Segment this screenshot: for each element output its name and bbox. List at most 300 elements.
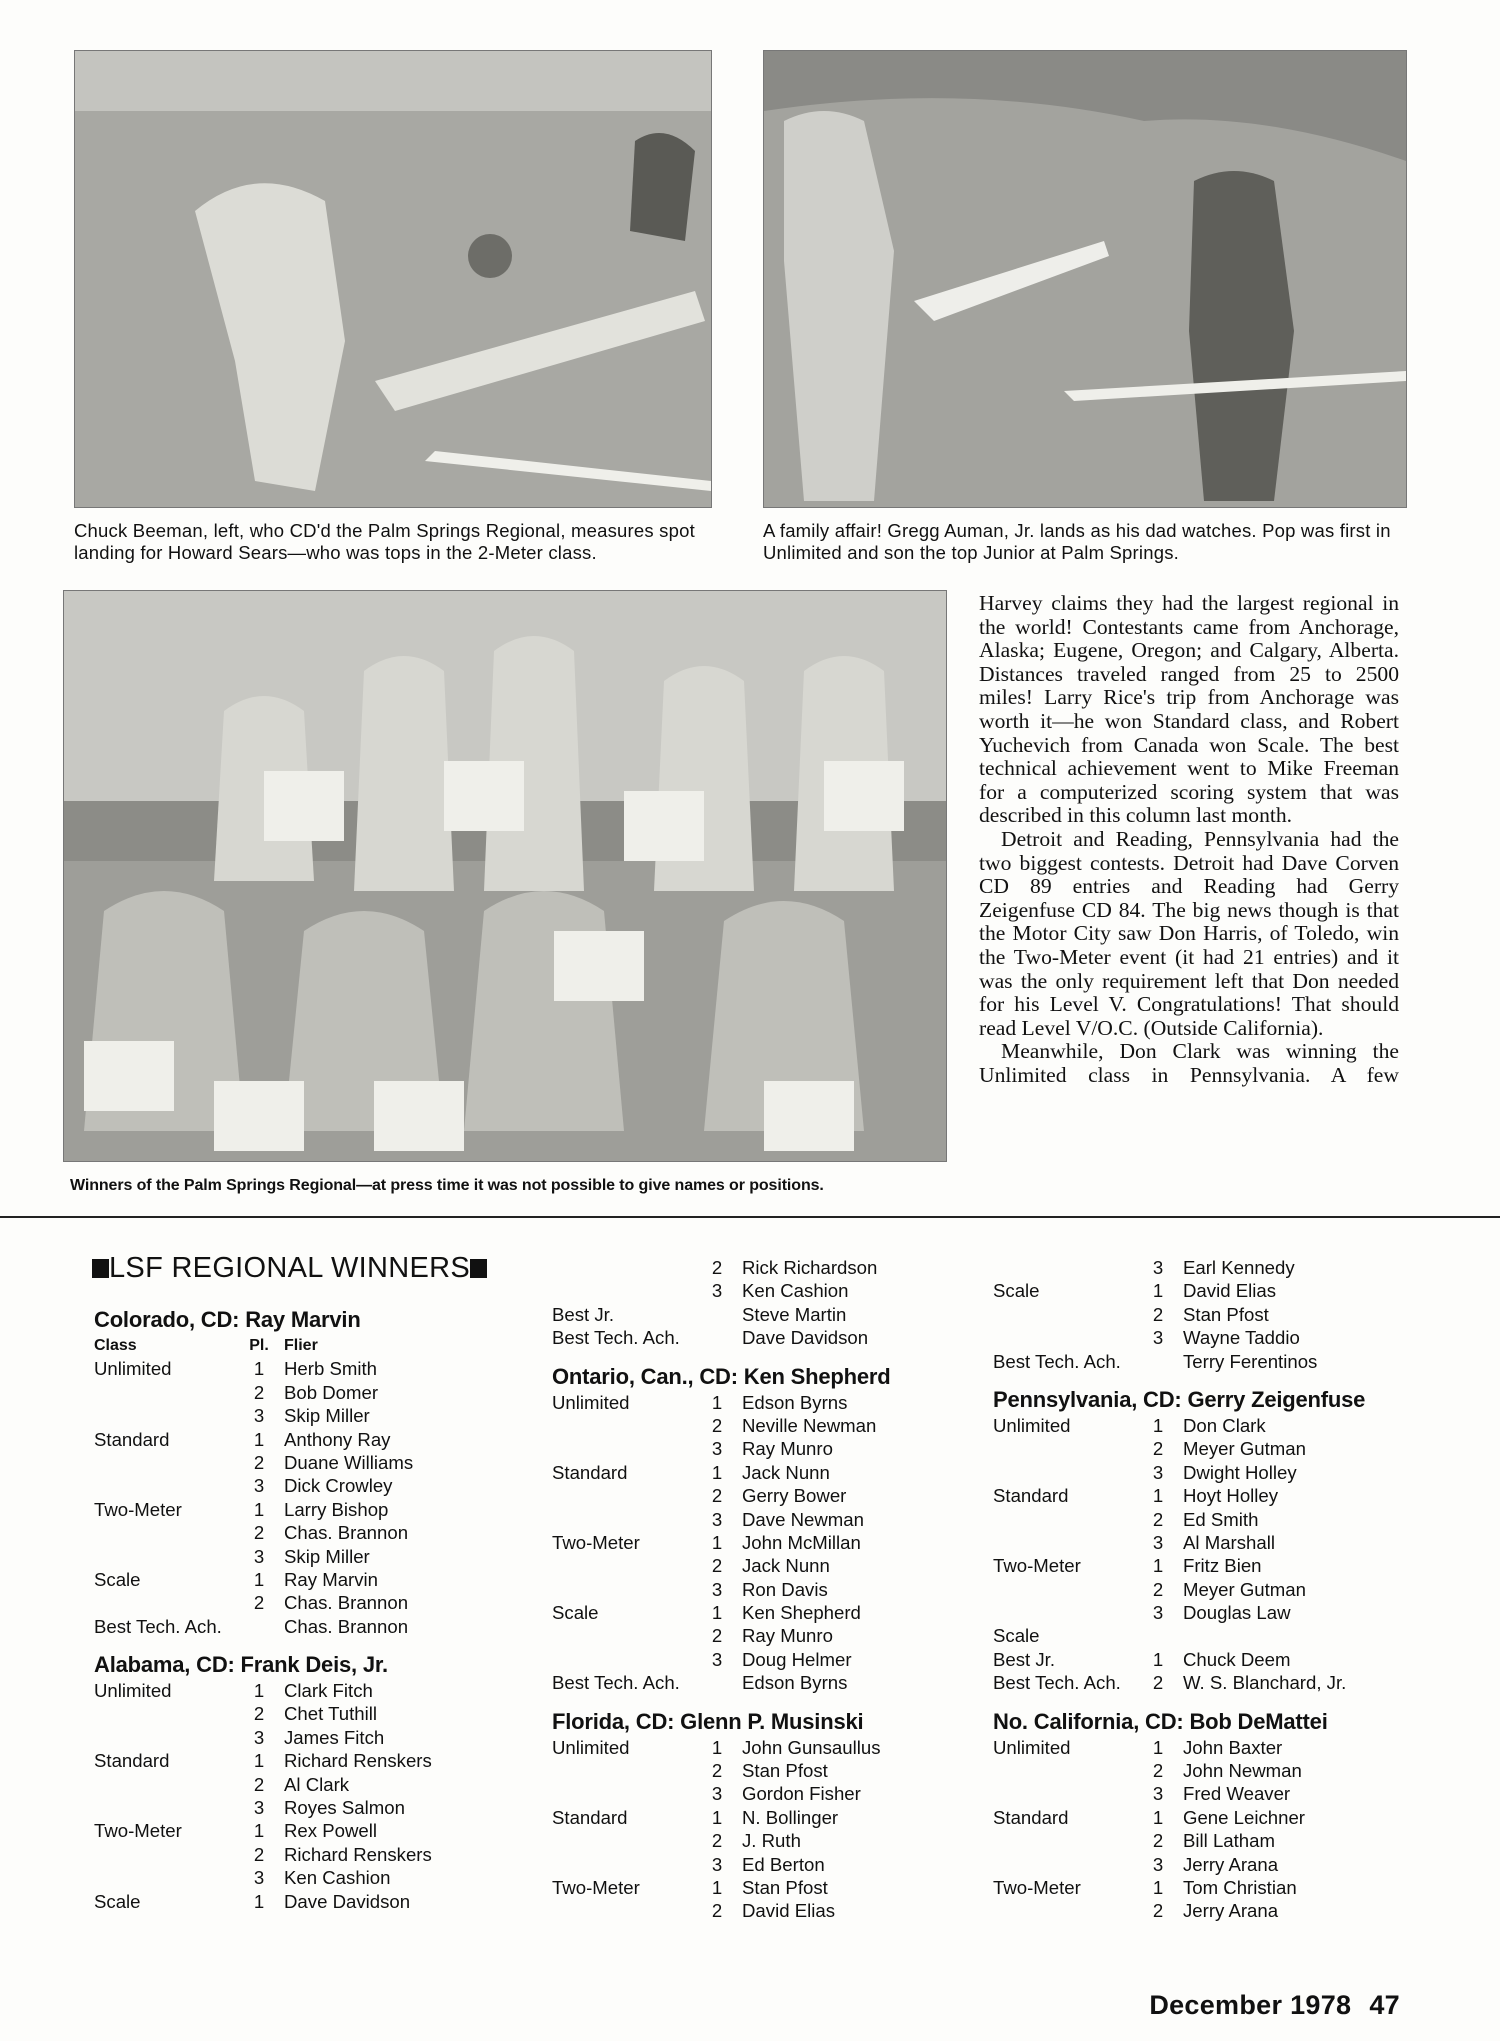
header-class: Class (94, 1337, 137, 1354)
table-row (993, 1671, 1413, 1694)
table-row (94, 1749, 474, 1772)
table-row (993, 1829, 1413, 1852)
place-cell: 3 (711, 1280, 723, 1302)
table-row (94, 1819, 474, 1842)
flier-cell: Ken Cashion (742, 1280, 849, 1302)
place-cell: 2 (253, 1773, 265, 1795)
class-cell: Unlimited (993, 1414, 1071, 1436)
photo-caption-3: Winners of the Palm Springs Regional—at press time it was not possible to give names or positions. (70, 1177, 824, 1194)
flier-cell: Neville Newman (742, 1414, 877, 1436)
table-row (552, 1279, 952, 1302)
place-cell: 3 (253, 1797, 265, 1819)
region-title: Colorado, CD: Ray Marvin (94, 1307, 361, 1332)
class-cell (94, 1474, 242, 1497)
region-section (94, 1307, 474, 1638)
table-row (94, 1773, 474, 1796)
photo-caption-1: Chuck Beeman, left, who CD'd the Palm Springs Regional, measures spot landing for Howard Sears—who was tops in the 2-Meter class. (74, 520, 695, 563)
table-row (552, 1759, 952, 1782)
place-cell: 2 (1152, 1303, 1164, 1325)
place-cell: 2 (711, 1900, 723, 1922)
table-row (94, 1796, 474, 1819)
class-cell: Best Jr. (993, 1648, 1055, 1670)
table-row (552, 1899, 952, 1922)
flier-cell: Clark Fitch (284, 1680, 373, 1702)
table-row (993, 1303, 1413, 1326)
table-row (993, 1853, 1413, 1876)
class-cell (552, 1578, 700, 1601)
place-cell: 2 (711, 1414, 723, 1436)
flier-cell: Richard Renskers (284, 1750, 432, 1772)
flier-cell: Gerry Bower (742, 1485, 847, 1507)
place-cell: 3 (711, 1578, 723, 1600)
table-row (993, 1624, 1413, 1647)
place-cell: 2 (1152, 1830, 1164, 1852)
place-cell (700, 1303, 734, 1326)
place-cell: 1 (253, 1890, 265, 1912)
class-cell (552, 1853, 700, 1876)
class-cell (993, 1508, 1141, 1531)
flier-cell: Stan Pfost (1183, 1303, 1269, 1325)
place-cell: 2 (1152, 1672, 1164, 1694)
table-row (94, 1866, 474, 1889)
class-cell: Unlimited (993, 1736, 1071, 1758)
class-cell: Standard (993, 1806, 1069, 1828)
table-row (94, 1498, 474, 1521)
place-cell: 2 (711, 1830, 723, 1852)
place-cell: 1 (1152, 1806, 1164, 1828)
place-cell: 3 (1152, 1257, 1164, 1278)
place-cell: 2 (711, 1485, 723, 1507)
region-title: Florida, CD: Glenn P. Musinski (552, 1708, 864, 1734)
place-cell: 2 (253, 1522, 265, 1544)
place-cell (1141, 1624, 1175, 1647)
class-cell (993, 1759, 1141, 1782)
class-cell: Best Tech. Ach. (94, 1615, 222, 1637)
place-cell: 1 (253, 1820, 265, 1842)
article-paragraph: Harvey claims they had the largest regional in the world! Contestants came from Anchorage, Alaska; Eugene, Oregon; and Calgary, Alberta. Distances traveled ranged from 25 to 2500 miles! Larry Rice's trip from Anchorage was worth it—he won Standard class, and Robert Yuchevich from Canada won Scale. The best technical achievement went to Mike Freeman for a computerized scoring system that was described in this column last month. (979, 591, 1399, 828)
place-cell: 1 (253, 1428, 265, 1450)
flier-cell: Terry Ferentinos (1183, 1350, 1318, 1372)
place-cell: 1 (1152, 1414, 1164, 1436)
place-cell: 3 (1152, 1783, 1164, 1805)
class-cell (552, 1624, 700, 1647)
flier-cell: J. Ruth (742, 1830, 801, 1852)
page-number: 47 (1369, 1990, 1400, 2020)
table-row (94, 1381, 474, 1404)
class-cell: Standard (552, 1461, 628, 1483)
class-cell (552, 1508, 700, 1531)
table-row (552, 1508, 952, 1531)
table-row (552, 1736, 952, 1759)
place-cell: 1 (711, 1876, 723, 1898)
class-cell (993, 1461, 1141, 1484)
article-body (979, 592, 1399, 1087)
place-cell: 1 (253, 1568, 265, 1590)
table-row (94, 1404, 474, 1427)
place-cell: 1 (1152, 1648, 1164, 1670)
table-row (94, 1451, 474, 1474)
place-cell: 2 (1152, 1900, 1164, 1922)
place-cell: 1 (711, 1602, 723, 1624)
header-flier: Flier (284, 1337, 318, 1354)
flier-cell: Ray Marvin (284, 1568, 379, 1590)
article-paragraph: Detroit and Reading, Pennsylvania had the two biggest contests. Detroit had Dave Corven CD 89 entries and Reading had Gerry Zeigenfuse CD 84. The big news though is that the Motor City saw Don Harris, of Toledo, win the Two-Meter event (it had 21 entries) and it was the only requirement left that Don needed for his Level V. Congratulations! That should read Level V/O.C. (Outside California). (979, 826, 1399, 1040)
place-cell: 2 (253, 1843, 265, 1865)
flier-cell: Chet Tuthill (284, 1703, 378, 1725)
class-cell: Scale (94, 1890, 141, 1912)
column-sections (94, 1307, 474, 1913)
flier-cell: Duane Williams (284, 1451, 414, 1473)
class-cell (993, 1829, 1141, 1852)
flier-cell: Royes Salmon (284, 1797, 405, 1819)
table-row (94, 1702, 474, 1725)
flier-cell: Ed Berton (742, 1853, 825, 1875)
flier-cell: Skip Miller (284, 1405, 370, 1427)
table-row (993, 1508, 1413, 1531)
table-row (993, 1461, 1413, 1484)
table-row (993, 1484, 1413, 1507)
class-cell (94, 1381, 242, 1404)
page-footer (1149, 1990, 1400, 2021)
place-cell: 3 (253, 1545, 265, 1567)
place-cell: 3 (711, 1438, 723, 1460)
box-title-text: LSF REGIONAL WINNERS (109, 1252, 471, 1284)
square-bullet-icon (92, 1259, 109, 1278)
class-cell: Unlimited (94, 1358, 172, 1380)
place-cell: 3 (711, 1648, 723, 1670)
class-cell: Two-Meter (552, 1876, 640, 1898)
table-row (552, 1853, 952, 1876)
flier-cell: Dave Newman (742, 1508, 864, 1530)
region-section (552, 1709, 952, 1923)
class-cell (552, 1279, 700, 1302)
class-cell (993, 1303, 1141, 1326)
flier-cell: Jack Nunn (742, 1555, 830, 1577)
photo-family-affair (763, 50, 1407, 508)
table-row (552, 1256, 952, 1279)
table-row (993, 1531, 1413, 1554)
header-place: Pl. (249, 1337, 269, 1354)
class-cell: Best Tech. Ach. (993, 1672, 1121, 1694)
flier-cell: Stan Pfost (742, 1876, 828, 1898)
flier-cell: Hoyt Holley (1183, 1485, 1279, 1507)
place-cell: 2 (253, 1592, 265, 1614)
table-row (94, 1357, 474, 1380)
table-row (993, 1350, 1413, 1373)
place-cell: 2 (711, 1257, 723, 1278)
flier-cell: Herb Smith (284, 1358, 377, 1380)
table-row (552, 1391, 952, 1414)
flier-cell: Dave Davidson (284, 1890, 411, 1912)
flier-cell: Ron Davis (742, 1578, 828, 1600)
flier-cell: Bill Latham (1183, 1830, 1275, 1852)
class-cell: Two-Meter (94, 1820, 182, 1842)
flier-cell: Meyer Gutman (1183, 1578, 1306, 1600)
class-cell (552, 1648, 700, 1671)
column-sections (552, 1256, 952, 1923)
flier-cell: Wayne Taddio (1183, 1327, 1300, 1349)
region-section (552, 1364, 952, 1695)
flier-cell: Ray Munro (742, 1438, 833, 1460)
flier-cell: Anthony Ray (284, 1428, 391, 1450)
place-cell: 3 (711, 1853, 723, 1875)
flier-cell: David Elias (1183, 1280, 1277, 1302)
class-cell: Two-Meter (993, 1555, 1081, 1577)
place-cell: 3 (253, 1475, 265, 1497)
flier-cell: Ray Munro (742, 1625, 833, 1647)
article-paragraph: Meanwhile, Don Clark was winning the Unlimited class in Pennsylvania. A few (979, 1039, 1399, 1087)
class-cell (94, 1521, 242, 1544)
flier-cell: Don Clark (1183, 1414, 1266, 1436)
table-row (552, 1461, 952, 1484)
flier-cell: Douglas Law (1183, 1602, 1291, 1624)
place-cell (700, 1671, 734, 1694)
flier-cell: Gordon Fisher (742, 1783, 861, 1805)
place-cell: 1 (253, 1498, 265, 1520)
flier-cell: Jerry Arana (1183, 1853, 1279, 1875)
place-cell: 1 (1152, 1736, 1164, 1758)
table-row (94, 1521, 474, 1544)
class-cell: Scale (94, 1568, 141, 1590)
place-cell: 1 (253, 1750, 265, 1772)
table-row (993, 1578, 1413, 1601)
table-row (993, 1782, 1413, 1805)
place-cell: 1 (711, 1806, 723, 1828)
class-cell (993, 1437, 1141, 1460)
flier-cell: Stan Pfost (742, 1760, 828, 1782)
table-row (993, 1256, 1413, 1279)
class-cell: Standard (94, 1750, 170, 1772)
flier-cell: Richard Renskers (284, 1843, 432, 1865)
table-row (993, 1414, 1413, 1437)
table-row (94, 1568, 474, 1591)
class-cell: Unlimited (94, 1680, 172, 1702)
flier-cell: Edson Byrns (742, 1391, 848, 1413)
class-cell: Best Jr. (552, 1303, 614, 1325)
class-cell (993, 1601, 1141, 1624)
table-row (552, 1829, 952, 1852)
table-row (993, 1759, 1413, 1782)
class-cell (993, 1256, 1141, 1279)
class-cell: Unlimited (552, 1391, 630, 1413)
table-row (552, 1876, 952, 1899)
place-cell: 2 (711, 1555, 723, 1577)
flier-cell: Earl Kennedy (1183, 1257, 1295, 1278)
class-cell: Best Tech. Ach. (552, 1327, 680, 1349)
table-row (552, 1782, 952, 1805)
place-cell: 1 (1152, 1876, 1164, 1898)
place-cell: 2 (253, 1381, 265, 1403)
table-row (94, 1428, 474, 1451)
class-cell: Two-Meter (552, 1531, 640, 1553)
class-cell: Two-Meter (94, 1498, 182, 1520)
class-cell (552, 1759, 700, 1782)
place-cell: 3 (711, 1783, 723, 1805)
place-cell: 3 (1152, 1461, 1164, 1483)
class-cell (94, 1702, 242, 1725)
column-sections (993, 1256, 1413, 1923)
table-header (94, 1334, 474, 1357)
flier-cell: Meyer Gutman (1183, 1438, 1306, 1460)
flier-cell: Larry Bishop (284, 1498, 389, 1520)
table-row (552, 1554, 952, 1577)
region-section (94, 1652, 474, 1913)
table-row (993, 1554, 1413, 1577)
table-row (993, 1326, 1413, 1349)
flier-cell: Steve Martin (742, 1303, 847, 1325)
flier-cell: Dave Davidson (742, 1327, 869, 1349)
table-row (993, 1876, 1413, 1899)
place-cell: 1 (1152, 1280, 1164, 1302)
table-row (993, 1736, 1413, 1759)
place-cell: 1 (253, 1358, 265, 1380)
class-cell (552, 1899, 700, 1922)
table-row (94, 1679, 474, 1702)
flier-cell: John Baxter (1183, 1736, 1283, 1758)
place-cell: 3 (1152, 1853, 1164, 1875)
table-row (94, 1545, 474, 1568)
region-section (552, 1256, 952, 1350)
table-row (94, 1843, 474, 1866)
table-row (993, 1648, 1413, 1671)
class-cell: Standard (993, 1485, 1069, 1507)
table-row (552, 1578, 952, 1601)
table-row (552, 1648, 952, 1671)
issue-date: December 1978 (1149, 1990, 1352, 2020)
square-bullet-icon (470, 1259, 487, 1278)
region-title: No. California, CD: Bob DeMattei (993, 1708, 1328, 1734)
table-row (94, 1726, 474, 1749)
place-cell: 2 (253, 1451, 265, 1473)
region-title: Pennsylvania, CD: Gerry Zeigenfuse (993, 1386, 1366, 1412)
place-cell: 1 (253, 1680, 265, 1702)
table-row (552, 1414, 952, 1437)
place-cell: 2 (1152, 1508, 1164, 1530)
table-row (552, 1806, 952, 1829)
class-cell (993, 1531, 1141, 1554)
flier-cell: Tom Christian (1183, 1876, 1297, 1898)
place-cell: 3 (253, 1726, 265, 1748)
table-row (552, 1303, 952, 1326)
place-cell: 1 (711, 1461, 723, 1483)
class-cell (552, 1554, 700, 1577)
region-title: Alabama, CD: Frank Deis, Jr. (94, 1652, 388, 1678)
flier-cell: Dwight Holley (1183, 1461, 1297, 1483)
class-cell (552, 1437, 700, 1460)
place-cell (1141, 1350, 1175, 1373)
class-cell (94, 1843, 242, 1866)
class-cell (993, 1899, 1141, 1922)
table-row (552, 1437, 952, 1460)
flier-cell: Fred Weaver (1183, 1783, 1291, 1805)
region-section (993, 1256, 1413, 1373)
table-row (94, 1615, 474, 1638)
table-row (94, 1474, 474, 1497)
flier-cell: Doug Helmer (742, 1648, 852, 1670)
region-title: Ontario, Can., CD: Ken Shepherd (552, 1363, 891, 1389)
place-cell: 3 (1152, 1531, 1164, 1553)
place-cell: 2 (711, 1760, 723, 1782)
flier-cell: Gene Leichner (1183, 1806, 1305, 1828)
photo-spot-landing (74, 50, 712, 508)
flier-cell: Ed Smith (1183, 1508, 1259, 1530)
table-row (993, 1279, 1413, 1302)
flier-cell: Chas. Brannon (284, 1615, 409, 1637)
place-cell: 2 (253, 1703, 265, 1725)
table-row (94, 1890, 474, 1913)
flier-cell: Chas. Brannon (284, 1522, 409, 1544)
flier-cell: Fritz Bien (1183, 1555, 1262, 1577)
place-cell: 1 (1152, 1555, 1164, 1577)
flier-cell: John Gunsaullus (742, 1736, 881, 1758)
flier-cell: James Fitch (284, 1726, 385, 1748)
class-cell: Best Tech. Ach. (993, 1350, 1121, 1372)
table-row (993, 1437, 1413, 1460)
place-cell: 3 (1152, 1602, 1164, 1624)
flier-cell: Jack Nunn (742, 1461, 830, 1483)
table-row (993, 1601, 1413, 1624)
class-cell: Best Tech. Ach. (552, 1672, 680, 1694)
flier-cell: Al Marshall (1183, 1531, 1275, 1553)
flier-cell: N. Bollinger (742, 1806, 839, 1828)
flier-cell (1175, 1624, 1413, 1647)
flier-cell: Ken Cashion (284, 1867, 391, 1889)
winners-column-3 (993, 1256, 1413, 1937)
place-cell (700, 1326, 734, 1349)
flier-cell: Bob Domer (284, 1381, 379, 1403)
class-cell (552, 1256, 700, 1279)
place-cell: 2 (711, 1625, 723, 1647)
flier-cell: Chuck Deem (1183, 1648, 1291, 1670)
table-row (552, 1484, 952, 1507)
class-cell (993, 1853, 1141, 1876)
photo-group-winners (63, 590, 947, 1162)
class-cell: Scale (993, 1625, 1040, 1647)
flier-cell: Chas. Brannon (284, 1592, 409, 1614)
class-cell (94, 1545, 242, 1568)
table-row (993, 1806, 1413, 1829)
place-cell: 1 (1152, 1485, 1164, 1507)
place-cell (242, 1615, 276, 1638)
place-cell: 3 (253, 1405, 265, 1427)
class-cell: Unlimited (552, 1736, 630, 1758)
box-title (92, 1252, 474, 1285)
place-cell: 1 (711, 1531, 723, 1553)
class-cell (552, 1829, 700, 1852)
class-cell: Standard (552, 1806, 628, 1828)
class-cell: Two-Meter (993, 1876, 1081, 1898)
place-cell: 3 (1152, 1327, 1164, 1349)
flier-cell: Ken Shepherd (742, 1602, 861, 1624)
place-cell: 1 (711, 1391, 723, 1413)
flier-cell: John McMillan (742, 1531, 861, 1553)
table-row (552, 1671, 952, 1694)
table-row (993, 1899, 1413, 1922)
class-cell (993, 1326, 1141, 1349)
table-row (552, 1624, 952, 1647)
winners-column-2 (552, 1256, 952, 1937)
class-cell (552, 1414, 700, 1437)
place-cell: 3 (253, 1867, 265, 1889)
table-row (94, 1591, 474, 1614)
flier-cell: Jerry Arana (1183, 1900, 1279, 1922)
table-row (552, 1531, 952, 1554)
flier-cell: Skip Miller (284, 1545, 370, 1567)
table-row (552, 1601, 952, 1624)
photo-caption-2: A family affair! Gregg Auman, Jr. lands as his dad watches. Pop was first in Unlimited and son the top Junior at Palm Springs. (763, 520, 1391, 563)
class-cell (94, 1404, 242, 1427)
flier-cell: Rex Powell (284, 1820, 378, 1842)
